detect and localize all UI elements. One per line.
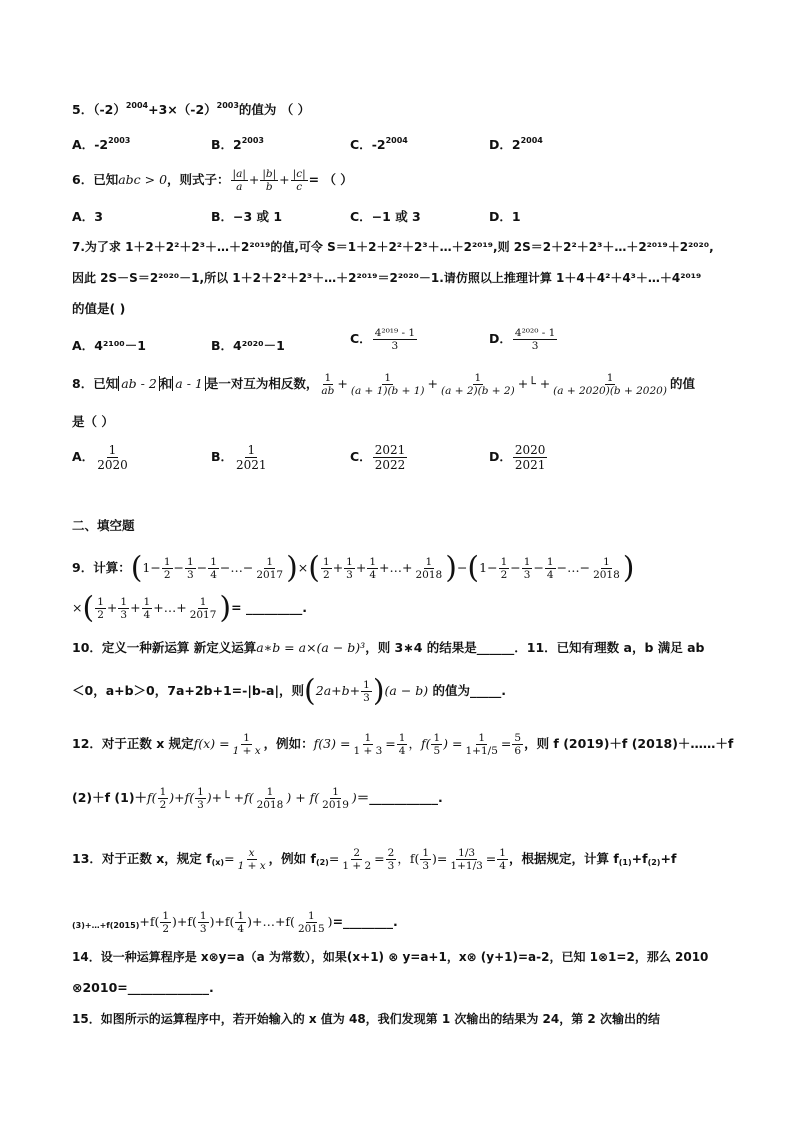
q7-option-b: B．4²⁰²⁰－1	[211, 338, 285, 353]
q8-option-a: A． $\frac{1}{2020}$	[72, 443, 128, 472]
abs-ab-minus-2: ab - 2	[118, 376, 160, 391]
q8-option-c: C． $\frac{2021}{2022}$	[350, 443, 406, 472]
q5-stem: 5．$(-2)^{2004}+3\times(-2)^{2003}$的值为 （ ）	[72, 101, 311, 117]
q5-option-c: C．$-2^{2004}$	[350, 136, 408, 152]
q6-stem: 6．已知abc > 0，则式子： $\frac{|a|}{a}$ + $\frac{|b|}{b}$ + $\frac{|c|}{c}$ = （ ）	[72, 168, 353, 193]
q7-line-1: 7.为了求 1＋2＋2²＋2³＋…＋2²⁰¹⁹的值,可令 S＝1＋2＋2²＋2³＋…＋2²⁰¹⁹,则 2S＝2＋2²＋2³＋…＋2²⁰¹⁹＋2²⁰²⁰,	[72, 240, 714, 254]
q7-option-d: D． $\frac{\text{4²⁰²⁰ - 1}}{3}$	[489, 327, 556, 352]
q10-line-1: 10．定义一种新运算 新定义运算a∗b = a×(a − b)³，则 3∗4 的结果是______．11．已知有理数 a，b 满足 ab	[72, 640, 705, 655]
q7-option-a: A．4²¹⁰⁰－1	[72, 338, 146, 353]
q9-line-2: ×( $\frac{1}{2}$ + $\frac{1}{3}$ + $\frac{1}{4}$ +…+ $\frac{1}{2017}$ )= _________.	[72, 590, 307, 626]
q8-stem: 8．已知 ab - 2 和 a - 1 是一对互为相反数， $\frac{1}{ab}$ + $\frac{1}{(a + 1)(b + 1)}$ + $\frac{1}{(a + 2)(b + 2)}$ +└ + $\frac{1}{(a + 2020)(b + 2020)}$ 的值	[72, 372, 695, 397]
q6-option-b: B．−3 或 1	[211, 209, 283, 224]
q13-line-1: 13．对于正数 x，规定 $f_{(x)}=$ $\frac{x}{1 + x}$ ，例如 $f_{(2)}=$ $\frac{2}{1 + 2}$ = $\frac{2}{3}$ ，f( $\frac{1}{3}$ )= $\frac{1/3}{1+1/3}$ = $\frac{1}{4}$ ，根据规定，计算 $f_{(1)}+f_{(2)}+f$	[72, 847, 677, 872]
q7-line-2: 因此 2S－S＝2²⁰²⁰－1,所以 1＋2＋2²＋2³＋…＋2²⁰¹⁹＝2²⁰²⁰－1.请仿照以上推理计算 1＋4＋4²＋4³＋…＋4²⁰¹⁹	[72, 271, 702, 285]
q7-option-c: C． $\frac{\text{4²⁰¹⁹ - 1}}{3}$	[350, 327, 416, 352]
q5-option-a: A．$-2^{2003}$	[72, 136, 131, 152]
q15-line-1: 15．如图所示的运算程序中，若开始输入的 x 值为 48，我们发现第 1 次输出的结果为 24，第 2 次输出的结	[72, 1012, 660, 1026]
q13-line-2: $_{(3)+\dots+f(2015)}$+f( $\frac{1}{2}$ )+f( $\frac{1}{3}$ )+f( $\frac{1}{4}$ )+…+f( $\frac{1}{2015}$ )=________.	[72, 910, 398, 935]
section-title-fill-in: 二、填空题	[72, 518, 135, 533]
q11-line-2: ＜0，a+b＞0，7a+2b+1=-|b-a|，则(2a+b+ $\frac{1}{3}$ )(a − b) 的值为_____.	[72, 673, 507, 709]
q6-option-c: C．−1 或 3	[350, 209, 421, 224]
q5-option-d: D．$2^{2004}$	[489, 136, 543, 152]
q6-option-d: D．1	[489, 209, 521, 224]
q14-line-2: ⊗2010=_____________.	[72, 980, 214, 995]
abs-a-minus-1: a - 1	[172, 376, 206, 391]
q9-line-1: 9．计算：(1− $\frac{1}{2}$ − $\frac{1}{3}$ − $\frac{1}{4}$ −…− $\frac{1}{2017}$ )×( $\frac{1}{2}$ + $\frac{1}{3}$ + $\frac{1}{4}$ +…+ $\frac{1}{2018}$ )−(1− $\frac{1}{2}$ − $\frac{1}{3}$ − $\frac{1}{4}$ −…− $\frac{1}{2018}$ )	[72, 550, 635, 586]
q12-line-2: (2)＋f (1)＋f( $\frac{1}{2}$ )+f( $\frac{1}{3}$ )+└ +f( $\frac{1}{2018}$ ) + f( $\frac{1}{2019}$ )＝___________.	[72, 786, 443, 811]
q8-option-d: D． $\frac{2020}{2021}$	[489, 443, 546, 472]
q7-line-3: 的值是( )	[72, 301, 126, 316]
q8-option-b: B． $\frac{1}{2021}$	[211, 443, 267, 472]
q6-option-a: A．3	[72, 209, 103, 224]
q14-line-1: 14．设一种运算程序是 x⊗y=a（a 为常数），如果(x+1) ⊗ y=a+1，x⊗ (y+1)=a-2，已知 1⊗1=2，那么 2010	[72, 950, 709, 964]
q12-line-1: 12．对于正数 x 规定f(x) = $\frac{1}{1 + x}$ ，例如：f(3) = $\frac{1}{1 + 3}$ = $\frac{1}{4}$ ，f( $\frac{1}{5}$ ) = $\frac{1}{1+1/5}$ = $\frac{5}{6}$ ，则 f (2019)＋f (2018)＋……＋f	[72, 732, 734, 757]
q8-line-2: 是（ ）	[72, 414, 114, 429]
q5-option-b: B．$2^{2003}$	[211, 136, 264, 152]
